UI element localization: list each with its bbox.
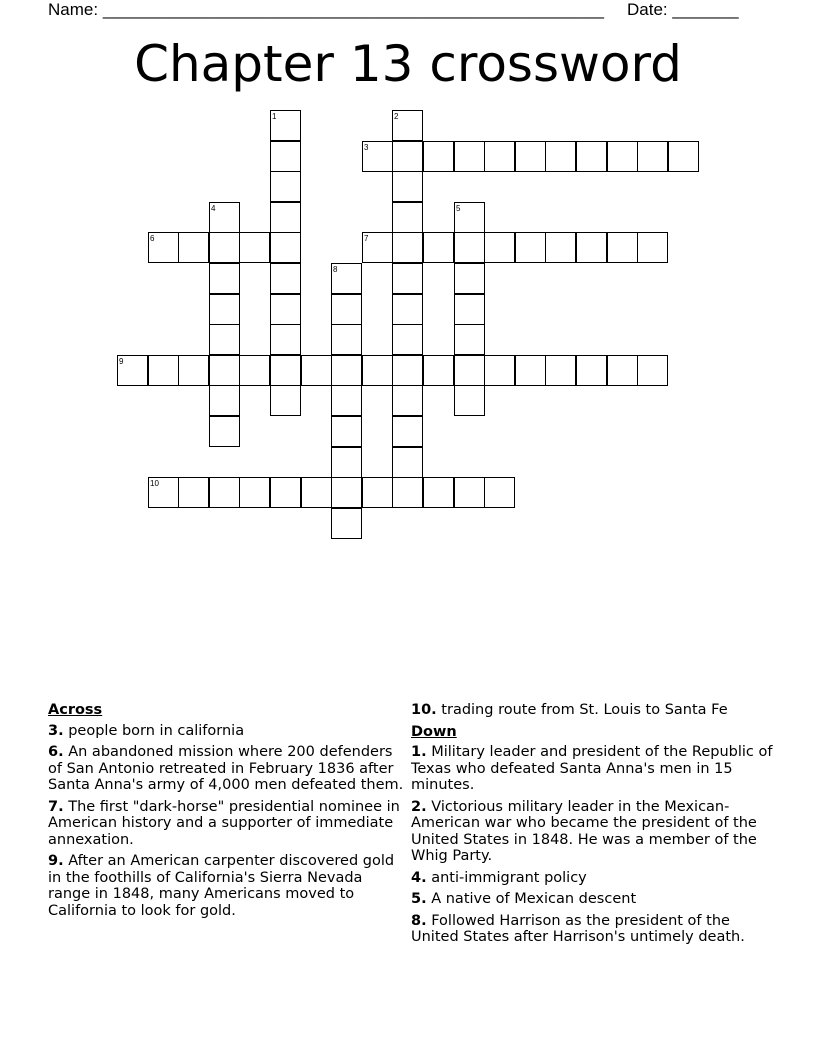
grid-cell[interactable] <box>178 477 209 508</box>
clue-number: 8. <box>411 912 427 929</box>
cell-number: 5 <box>456 204 461 213</box>
cell-number: 3 <box>364 143 369 152</box>
cell-number: 7 <box>364 234 369 243</box>
grid-cell[interactable] <box>607 232 638 263</box>
grid-cell[interactable] <box>209 232 240 263</box>
grid-cell[interactable] <box>576 141 607 172</box>
cell-number: 1 <box>272 112 277 121</box>
grid-cell[interactable] <box>270 263 301 294</box>
grid-cell[interactable] <box>209 324 240 355</box>
grid-cell[interactable] <box>392 263 423 294</box>
grid-cell[interactable] <box>331 324 362 355</box>
clues-column-right <box>411 702 777 951</box>
grid-cell[interactable] <box>178 232 209 263</box>
grid-cell[interactable] <box>392 477 423 508</box>
clue-text: Military leader and president of the Republic of Texas who defeated Santa Anna's men in 15 minutes. <box>411 744 773 793</box>
clue-number: 6. <box>48 744 64 760</box>
clue-across-3 <box>48 723 404 740</box>
clue-number: 5. <box>411 891 427 907</box>
grid-cell[interactable] <box>484 477 515 508</box>
clue-across-7 <box>48 799 404 849</box>
clue-text: After an American carpenter discovered gold in the foothills of California's Sierra Nevada range in 1848, many Americans moved to California to look for gold. <box>48 853 395 919</box>
clue-text: A native of Mexican descent <box>431 891 637 907</box>
grid-cell[interactable] <box>239 232 270 263</box>
grid-cell[interactable] <box>515 141 546 172</box>
cell-number: 9 <box>119 357 124 366</box>
clue-across-9 <box>48 853 404 919</box>
grid-cell[interactable] <box>392 447 423 478</box>
grid-cell[interactable] <box>454 263 485 294</box>
grid-cell[interactable] <box>362 477 393 508</box>
grid-cell[interactable] <box>209 355 240 386</box>
grid-cell[interactable] <box>637 355 668 386</box>
grid-cell[interactable] <box>148 355 179 386</box>
clue-down-5 <box>411 891 777 908</box>
grid-cell[interactable] <box>576 232 607 263</box>
grid-cell[interactable] <box>484 355 515 386</box>
grid-cell[interactable] <box>209 294 240 325</box>
grid-cell[interactable] <box>270 324 301 355</box>
grid-cell[interactable] <box>331 447 362 478</box>
grid-cell[interactable] <box>178 355 209 386</box>
grid-cell[interactable] <box>484 141 515 172</box>
grid-cell[interactable] <box>331 355 362 386</box>
clue-down-4 <box>411 870 777 887</box>
cell-number: 4 <box>211 204 216 213</box>
clue-text: anti-immigrant policy <box>431 869 587 886</box>
clue-number: 1. <box>411 744 427 760</box>
clue-across-6 <box>48 744 404 794</box>
grid-cell[interactable] <box>209 416 240 447</box>
clue-number: 4. <box>411 869 427 886</box>
grid-cell[interactable] <box>454 294 485 325</box>
clue-text: people born in california <box>68 722 245 739</box>
grid-cell[interactable] <box>454 477 485 508</box>
grid-cell[interactable] <box>637 232 668 263</box>
grid-cell[interactable] <box>454 324 485 355</box>
cell-number: 10 <box>150 479 159 488</box>
grid-cell[interactable] <box>301 355 332 386</box>
clue-number: 2. <box>411 798 427 815</box>
grid-cell[interactable] <box>668 141 699 172</box>
grid-cell[interactable] <box>484 232 515 263</box>
grid-cell[interactable] <box>637 141 668 172</box>
clue-down-2 <box>411 799 777 865</box>
grid-cell[interactable] <box>392 141 423 172</box>
grid-cell[interactable] <box>515 232 546 263</box>
date-blank[interactable]: _______ <box>672 0 739 19</box>
down-heading: Down <box>411 723 457 740</box>
grid-cell[interactable] <box>270 141 301 172</box>
grid-cell[interactable] <box>515 355 546 386</box>
grid-cell[interactable] <box>607 355 638 386</box>
name-label: Name: <box>48 0 99 19</box>
grid-cell[interactable] <box>270 355 301 386</box>
across-heading: Across <box>48 702 103 718</box>
grid-cell[interactable] <box>301 477 332 508</box>
grid-cell[interactable] <box>209 263 240 294</box>
grid-cell[interactable] <box>423 477 454 508</box>
grid-cell[interactable] <box>454 355 485 386</box>
grid-cell[interactable] <box>331 508 362 539</box>
clue-text: An abandoned mission where 200 defenders of San Antonio retreated in February 1836 after Santa Anna's army of 4,000 men defeated them. <box>48 744 404 793</box>
grid-cell[interactable] <box>270 477 301 508</box>
grid-cell[interactable] <box>392 171 423 202</box>
grid-cell[interactable] <box>331 294 362 325</box>
grid-cell[interactable] <box>362 355 393 386</box>
clues-column-left <box>48 702 404 924</box>
grid-cell[interactable] <box>454 232 485 263</box>
clue-text: trading route from St. Louis to Santa Fe <box>441 702 728 718</box>
cell-number: 6 <box>150 234 155 243</box>
grid-cell[interactable] <box>331 416 362 447</box>
clue-text: The first "dark-horse" presidential nominee in American history and a supporter of immediate annexation. <box>48 798 400 848</box>
grid-cell[interactable] <box>270 294 301 325</box>
grid-cell[interactable] <box>209 477 240 508</box>
grid-cell[interactable] <box>270 202 301 233</box>
cell-number: 8 <box>333 265 338 274</box>
grid-cell[interactable] <box>392 355 423 386</box>
clue-down-8 <box>411 913 777 946</box>
grid-cell[interactable] <box>454 141 485 172</box>
grid-cell[interactable] <box>392 324 423 355</box>
grid-cell[interactable] <box>392 385 423 416</box>
date-label: Date: <box>627 0 668 19</box>
cell-number: 2 <box>394 112 399 121</box>
grid-cell[interactable] <box>423 232 454 263</box>
grid-cell[interactable] <box>270 232 301 263</box>
grid-cell[interactable] <box>423 141 454 172</box>
grid-cell[interactable] <box>331 385 362 416</box>
grid-cell[interactable] <box>576 355 607 386</box>
clue-number: 9. <box>48 853 64 869</box>
clue-text: Followed Harrison as the president of the United States after Harrison's untimely death. <box>411 912 745 945</box>
grid-cell[interactable] <box>454 385 485 416</box>
grid-cell[interactable] <box>545 355 576 386</box>
grid-cell[interactable] <box>423 355 454 386</box>
grid-cell[interactable] <box>331 477 362 508</box>
grid-cell[interactable] <box>607 141 638 172</box>
grid-cell[interactable] <box>270 385 301 416</box>
clue-number: 7. <box>48 798 64 815</box>
clue-across-10 <box>411 702 777 719</box>
grid-cell[interactable] <box>392 202 423 233</box>
clue-number: 10. <box>411 702 437 718</box>
grid-cell[interactable] <box>392 294 423 325</box>
grid-cell[interactable] <box>239 477 270 508</box>
grid-cell[interactable] <box>209 385 240 416</box>
clue-number: 3. <box>48 722 64 739</box>
page-title: Chapter 13 crossword <box>134 35 682 93</box>
grid-cell[interactable] <box>270 171 301 202</box>
grid-cell[interactable] <box>392 232 423 263</box>
grid-cell[interactable] <box>392 416 423 447</box>
clue-text: Victorious military leader in the Mexican-American war who became the president of the United States in 1848. He was a member of the Whig Party. <box>411 798 757 864</box>
clue-down-1 <box>411 744 777 794</box>
grid-cell[interactable] <box>545 232 576 263</box>
name-blank[interactable]: _____________________________________________________ <box>102 0 604 19</box>
grid-cell[interactable] <box>239 355 270 386</box>
grid-cell[interactable] <box>545 141 576 172</box>
